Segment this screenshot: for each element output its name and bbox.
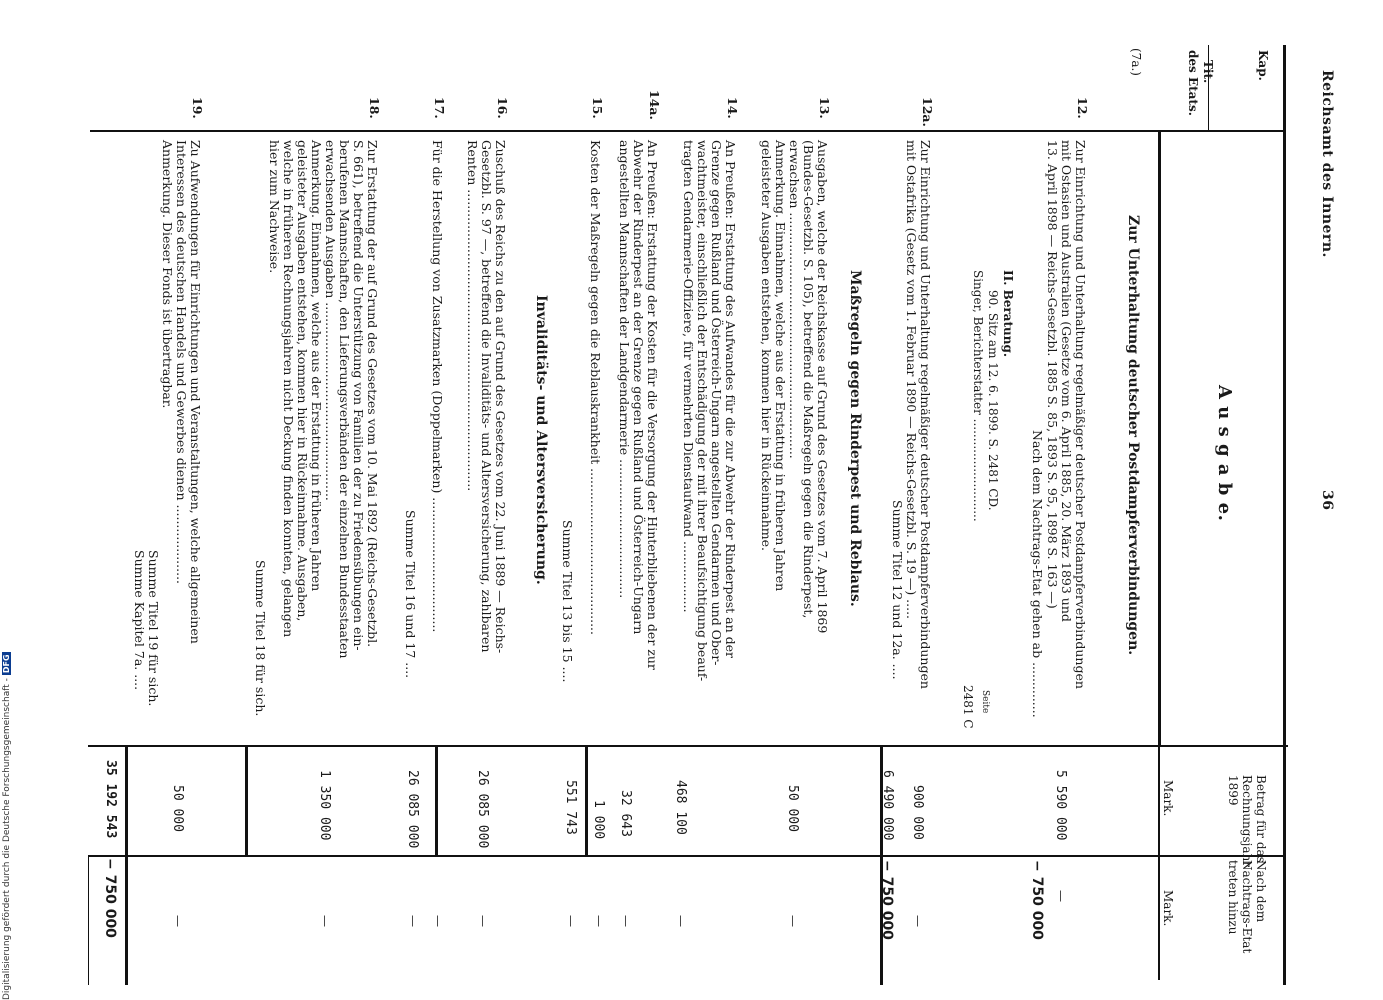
section-title: A u s g a b e. bbox=[1214, 385, 1235, 522]
t19-line-0: Zu Aufwendungen für Einrichtungen und Veranstaltungen, welche allgemeinen bbox=[188, 140, 203, 644]
t13-line-0: Ausgaben, welche der Reichskasse auf Grund des Gesetzes vom 7. April 1869 bbox=[815, 140, 830, 634]
t12a-line-1: mit Ostafrika (Gesetz vom 1. Februar 1890 — Reichs-Gesetzbl. S. 19 —) ..... bbox=[904, 140, 919, 620]
t19-num: 19. bbox=[190, 97, 205, 119]
t18-line-6: welche in früheren Rechnungsjahren nicht Deckung finden konnten, gelangen bbox=[281, 140, 296, 638]
t13-line-4: geleisteter Ausgaben entstehen, kommen hier in Rückeinnahme. bbox=[759, 140, 774, 552]
t17-amount: — bbox=[431, 800, 445, 812]
sum13-amount: 551 743 bbox=[563, 780, 578, 835]
beratung-page: 2481 C bbox=[961, 685, 975, 729]
t16-amount: 26 085 000 bbox=[475, 770, 490, 849]
t14a-line-1: Abwehr der Rinderpest an der Grenze gegen Rußland und Österreich-Ungarn bbox=[631, 140, 646, 635]
etat-label: des Etats. bbox=[1186, 50, 1200, 116]
t13-amount: 50 000 bbox=[785, 785, 800, 832]
rinder-heading: Maßregeln gegen Rinderpest und Reblaus. bbox=[847, 270, 863, 607]
t12-amount: 5 590 000 bbox=[1053, 770, 1068, 841]
t14-num: 14. bbox=[725, 97, 740, 119]
t12-dash: — bbox=[1054, 890, 1068, 902]
t16-line-0: Zuschuß des Reichs zu den auf Grund des Gesetzes vom 22. Juni 1889 — Reichs- bbox=[493, 140, 508, 654]
t14a-line-0: An Preußen: Erstattung der Kosten für die Versorgung der Hinterbliebenen der zur bbox=[645, 140, 660, 670]
t13-line-2: erwachsen .............................................................. bbox=[787, 140, 802, 459]
t19-amount: 50 000 bbox=[170, 785, 185, 832]
frame-right-rule bbox=[1283, 45, 1286, 985]
t13-num: 13. bbox=[817, 97, 832, 119]
t14-line-2: wachtmeister, einschließlich der Entschädigung der mit ihrer Beaufsichtigung beauf- bbox=[695, 140, 710, 682]
beratung-seite: Seite bbox=[980, 690, 990, 714]
t14-line-1: Grenze gegen Rußland und Österreich-Ungarn angestellten Gendarmen und Ober- bbox=[709, 140, 724, 666]
t17-dash: — bbox=[431, 915, 445, 927]
t12-nachtrag-note: Nach dem Nachtrags-Etat gehen ab .............. bbox=[1030, 430, 1045, 718]
total-rule bbox=[88, 855, 89, 985]
t17-num: 17. bbox=[432, 97, 447, 119]
t13-line-1: (Bundes-Gesetzbl. S. 105), betreffend die Maßregeln gegen die Rinderpest, bbox=[801, 140, 816, 619]
page-header-left: Reichsamt des Innern. bbox=[1319, 70, 1335, 258]
t12a-amount: 900 000 bbox=[910, 785, 925, 840]
t19-line-1: Interessen des deutschen Handels und Gewerbes dienen .................... bbox=[174, 140, 189, 585]
nachtrag-header: Nach dem Nachtrags-Etat treten hinzu bbox=[1226, 860, 1268, 954]
kap-column-rule bbox=[90, 130, 1285, 132]
t19-line-2: Anmerkung. Dieser Fonds ist übertragbar. bbox=[160, 140, 175, 409]
t15-dash: — bbox=[592, 915, 606, 927]
t12-line-2: 13. April 1898 — Reichs-Gesetzbl. 1885 S. 85, 1893 S. 95, 1898 S. 163 —) bbox=[1045, 140, 1060, 609]
sum16-amount: 26 085 000 bbox=[405, 770, 420, 849]
betrag-unit: Mark. bbox=[1161, 780, 1175, 817]
nachtrag-rule bbox=[88, 855, 1285, 857]
page-number: 36 bbox=[1319, 490, 1335, 511]
sum16-dash: — bbox=[406, 915, 420, 927]
sum-rule-5 bbox=[125, 745, 128, 985]
sum-rule-2 bbox=[585, 745, 588, 855]
amount-top-rule bbox=[88, 745, 1285, 747]
t16-num: 16. bbox=[495, 97, 510, 119]
t14a-num: 14a. bbox=[647, 90, 662, 120]
tit-column-rule bbox=[1160, 130, 1161, 745]
t18-line-8: Summe Titel 18 für sich. bbox=[253, 560, 268, 717]
sum-rule-4 bbox=[245, 745, 248, 855]
t15-num: 15. bbox=[590, 97, 605, 119]
total-minus: − 750 000 bbox=[102, 858, 118, 938]
t14a-line-2: angestellten Mannschaften der Landgendarmerie ................................... bbox=[617, 140, 632, 599]
t12-num: 12. bbox=[1075, 97, 1090, 119]
t18-amount: 1 350 000 bbox=[317, 770, 332, 841]
total-amount: 35 192 543 bbox=[103, 760, 118, 839]
dfg-logo: DFG bbox=[2, 654, 11, 674]
t15-line-0: Kosten der Maßregeln gegen die Reblauskrankheit .......................................... bbox=[588, 140, 603, 636]
nachtrag-unit: Mark. bbox=[1161, 890, 1175, 927]
t18-line-3: erwachsenden Ausgaben .................................................. bbox=[323, 140, 338, 501]
t17-line-1: Summe Titel 16 und 17 .... bbox=[403, 510, 418, 679]
t16-line-2: Renten ............................................................................ bbox=[465, 140, 480, 492]
t13-dash: — bbox=[786, 915, 800, 927]
t19-line-3: Summe Titel 19 für sich. bbox=[146, 550, 161, 707]
kap-vertical-rule bbox=[1208, 45, 1209, 130]
digitization-footer bbox=[2, 652, 12, 1000]
t18-line-4: Anmerkung. Einnahmen, welche aus der Erstattung in früheren Jahren bbox=[309, 140, 324, 592]
beratung-title: II. Beratung. bbox=[1001, 270, 1015, 358]
t13-line-3: Anmerkung. Einnahmen, welche aus der Erstattung in früheren Jahren bbox=[773, 140, 788, 592]
sum12-minus: − 750 000 bbox=[879, 860, 895, 940]
t18-num: 18. bbox=[367, 97, 382, 119]
t17-line-0: Für die Herstellung von Zusatzmarken (Doppelmarken) .................................. bbox=[430, 140, 445, 633]
betrag-header-1: Betrag für das Rechnungsjahr 1899 bbox=[1226, 775, 1268, 867]
inval-heading: Invaliditäts- und Altersversicherung. bbox=[533, 295, 549, 585]
t16-dash: — bbox=[476, 915, 490, 927]
t18-line-1: S. 661), betreffend die Unterstützung von Familien der zu Friedensübungen ein- bbox=[351, 140, 366, 651]
t14-amount: 468 100 bbox=[673, 780, 688, 835]
t19-dash: — bbox=[171, 915, 185, 927]
t14a-amount: 32 643 bbox=[618, 790, 633, 837]
t12-line-1: mit Ostasien und Australien (Gesetze vom 6. April 1885, 20. März 1893 und bbox=[1059, 140, 1074, 622]
t14-line-3: tragten Gendarmerie-Offiziere, für vermehrten Dienstaufwand .................. bbox=[681, 140, 696, 613]
t12a-line-2: Summe Titel 12 und 12a. .... bbox=[890, 500, 905, 680]
t12-line-0: Zur Einrichtung und Unterhaltung regelmäßiger deutscher Postdampferverbindungen bbox=[1073, 140, 1088, 689]
t18-line-5: geleisteter Ausgaben entstehen, kommen hier in Rückeinnahme. Ausgaben, bbox=[295, 140, 310, 622]
beratung-line-2: Singer, Berichterstatter ........................... bbox=[971, 270, 985, 522]
t16-line-1: Gesetzbl. S. 97 —, betreffend die Invaliditäts- und Altersversicherung, zahlbaren bbox=[479, 140, 494, 653]
tit-label: Tit. bbox=[1201, 60, 1215, 84]
t12a-num: 12a. bbox=[920, 97, 935, 127]
beratung-line-1: 90. Sitz am 12. 6. 1899. S. 2481 CD. bbox=[986, 290, 1000, 511]
kapitel-label: (7a.) bbox=[1129, 48, 1143, 76]
t15-line-1: Summe Titel 13 bis 15 .... bbox=[560, 520, 575, 683]
t18-line-2: berufenen Mannschaften, den Lieferungsverbänden der einzelnen Bundesstaaten bbox=[337, 140, 352, 659]
t12a-line-0: Zur Einrichtung und Unterhaltung regelmäßiger deutscher Postdampferverbindungen bbox=[918, 140, 933, 689]
t18-line-0: Zur Erstattung der auf Grund des Gesetzes vom 10. Mai 1892 (Reichs-Gesetzbl. bbox=[365, 140, 380, 648]
t14a-dash: — bbox=[619, 915, 633, 927]
t14-line-0: An Preußen: Erstattung des Aufwandes für die zur Abwehr der Rinderpest an der bbox=[723, 140, 738, 659]
t18-line-7: hier zum Nachweise. bbox=[267, 140, 282, 274]
sum12-amount: 6 490 000 bbox=[880, 770, 895, 841]
sum13-dash: — bbox=[564, 915, 578, 927]
t18-dash: — bbox=[318, 915, 332, 927]
t12-minus: − 750 000 bbox=[1029, 860, 1045, 940]
footer-text: Digitalisierung gefördert durch die Deutsche Forschungsgemeinschaft - bbox=[2, 678, 12, 1000]
t12a-dash: — bbox=[911, 915, 925, 927]
t14-dash: — bbox=[674, 915, 688, 927]
t15-amount: 1 000 bbox=[591, 800, 606, 840]
kap-label: Kap. bbox=[1256, 50, 1270, 81]
t19-line-4: Summe Kapitel 7a. .... bbox=[132, 550, 147, 691]
post-heading: Zur Unterhaltung deutscher Postdampferverbindungen. bbox=[1125, 215, 1141, 656]
